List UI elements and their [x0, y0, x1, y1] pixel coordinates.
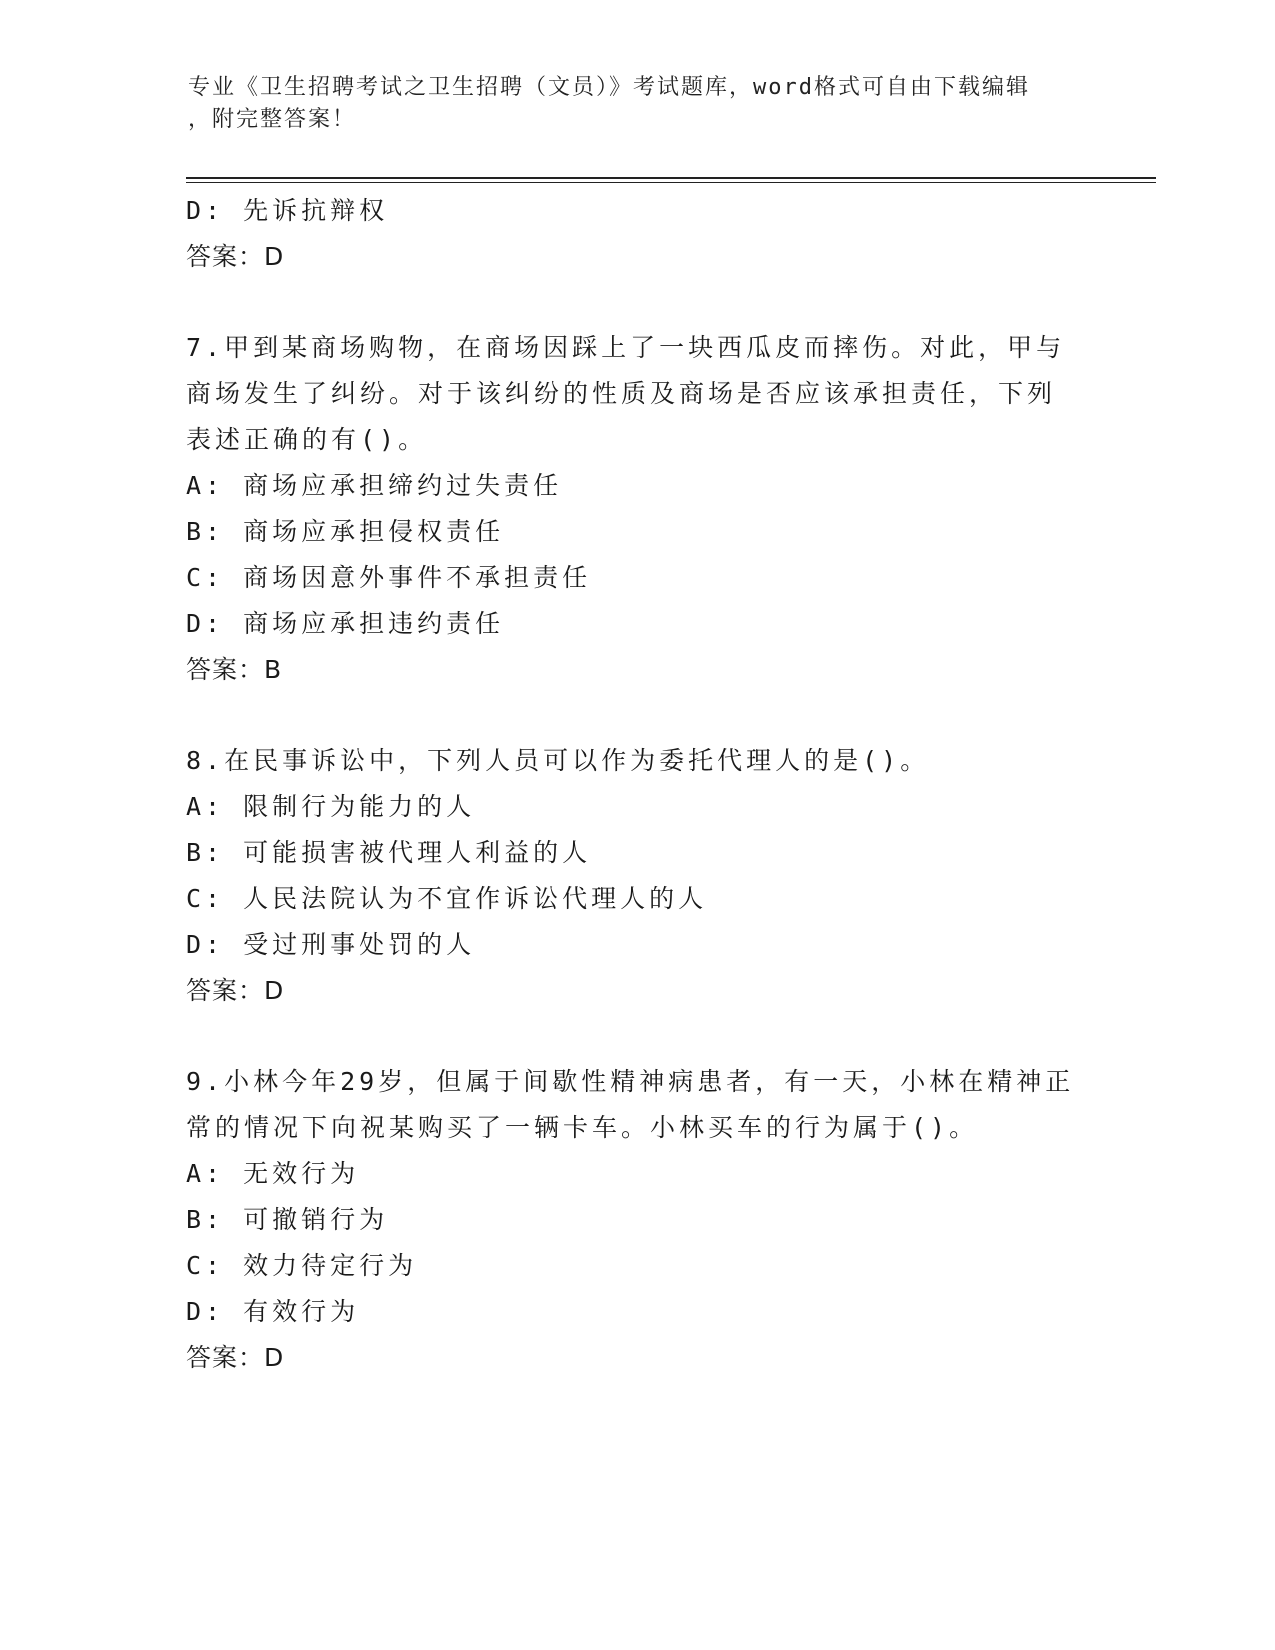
question-stem: [186, 1059, 1086, 1151]
option-c: C: 效力待定行为: [186, 1251, 418, 1280]
stem-line: 商场发生了纠纷。对于该纠纷的性质及商场是否应该承担责任，下列: [186, 379, 1057, 408]
question-stem: [186, 325, 1086, 463]
stem-line: 7.甲到某商场购物，在商场因踩上了一块西瓜皮而摔伤。对此，甲与: [186, 333, 1066, 362]
option-d: D: 商场应承担违约责任: [186, 609, 505, 638]
option-d: D: 有效行为: [186, 1297, 360, 1326]
question-8: [186, 738, 1086, 1014]
question-9: [186, 1059, 1086, 1381]
answer-line: 答案：B: [186, 655, 283, 684]
header-line-2: ，附完整答案！: [188, 107, 357, 132]
option-c: C: 商场因意外事件不承担责任: [186, 563, 592, 592]
option-b: B: 商场应承担侵权责任: [186, 517, 505, 546]
answer-line: 答案：D: [186, 242, 285, 271]
header-divider-thick: [186, 177, 1156, 179]
header-divider-thin: [186, 182, 1156, 183]
option-a: A: 限制行为能力的人: [186, 792, 476, 821]
stem-line: 8.在民事诉讼中，下列人员可以作为委托代理人的是()。: [186, 746, 930, 775]
header-line-1: 专业《卫生招聘考试之卫生招聘（文员）》考试题库，word格式可自由下载编辑: [188, 75, 1030, 100]
option-d: D: 受过刑事处罚的人: [186, 930, 476, 959]
question-7: [186, 325, 1086, 693]
stem-line: 常的情况下向祝某购买了一辆卡车。小林买车的行为属于()。: [186, 1113, 979, 1142]
option-c: C: 人民法院认为不宜作诉讼代理人的人: [186, 884, 708, 913]
option-b: B: 可能损害被代理人利益的人: [186, 838, 592, 867]
page-header: [188, 72, 1088, 136]
stem-line: 9.小林今年29岁，但属于间歇性精神病患者，有一天，小林在精神正: [186, 1067, 1075, 1096]
option-a: A: 无效行为: [186, 1159, 360, 1188]
stem-line: 表述正确的有()。: [186, 425, 428, 454]
previous-question-tail: [186, 188, 1086, 280]
option-b: B: 可撤销行为: [186, 1205, 389, 1234]
option-a: A: 商场应承担缔约过失责任: [186, 471, 563, 500]
answer-line: 答案：D: [186, 1343, 285, 1372]
question-content: [186, 188, 1086, 1381]
answer-line: 答案：D: [186, 976, 285, 1005]
option-d: D: 先诉抗辩权: [186, 196, 389, 225]
question-stem: [186, 738, 1086, 784]
